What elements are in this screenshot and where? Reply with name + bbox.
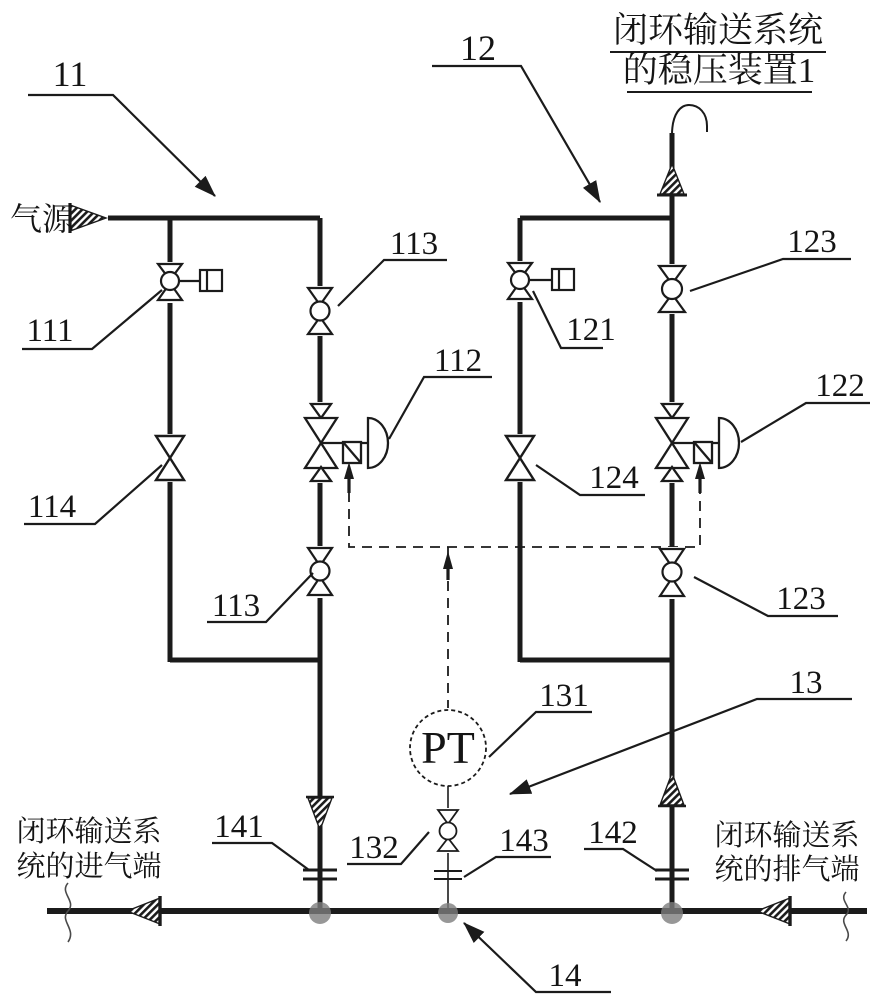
ref-11: 11	[52, 54, 88, 94]
signal-arrow-center-stem	[446, 569, 449, 580]
ref-112: 112	[433, 343, 483, 379]
diaphragm-actuator-icon	[719, 418, 739, 468]
gas-source-arrow-icon	[70, 203, 106, 233]
signal-line-horizontal	[349, 492, 700, 547]
ref-121: 121	[566, 312, 616, 348]
solenoid-box-icon	[552, 269, 574, 290]
ball-valve-123-lower	[660, 547, 684, 599]
ref-123-lower: 123	[776, 581, 826, 617]
valve-body-lower	[305, 443, 337, 468]
valve-body-upper	[506, 436, 534, 458]
ref-122: 122	[815, 368, 865, 404]
leader-14	[464, 923, 611, 992]
intake-flow-arrow-icon	[127, 896, 160, 926]
figure-title	[610, 11, 826, 92]
ref-141: 141	[214, 809, 264, 845]
vent-flow-arrow-icon	[657, 164, 687, 195]
valve-ball	[511, 271, 529, 289]
manual-valve-114	[156, 434, 184, 482]
valve-body-lower	[156, 458, 184, 480]
valve-ball	[161, 272, 179, 290]
ref-13: 13	[789, 665, 823, 701]
intake-caption-line-2: 统的进气端	[16, 851, 162, 883]
exhaust-flow-arrow-icon	[757, 896, 790, 926]
leader-112	[389, 377, 492, 439]
junction-dot	[309, 902, 331, 924]
valve-body-upper	[305, 418, 337, 443]
leader-113-upper	[338, 260, 447, 306]
intake-caption-line-1: 闭环输送系	[16, 816, 162, 848]
valve-body-lower	[506, 458, 534, 480]
valve-ball	[311, 562, 330, 581]
exhaust-caption-line-2: 统的排气端	[714, 854, 860, 886]
valve-body-upper	[656, 418, 688, 443]
ref-111: 111	[26, 313, 74, 349]
leader-122	[741, 403, 870, 442]
valve-ball	[311, 302, 330, 321]
ball-valve-132	[438, 808, 458, 853]
signal-arrow-right-icon	[695, 462, 705, 479]
ref-113-upper: 113	[389, 226, 439, 262]
ref-131: 131	[539, 678, 589, 714]
pressure-transmitter-131	[410, 710, 486, 786]
signal-arrow-center-icon	[443, 551, 453, 569]
leader-12	[432, 66, 600, 202]
valve-ball	[440, 823, 457, 840]
ref-114: 114	[27, 489, 77, 525]
ref-124: 124	[589, 460, 639, 496]
pipe-network	[47, 133, 867, 911]
leader-123-upper	[690, 259, 851, 291]
control-signal-lines	[349, 492, 700, 708]
exhaust-caption-line-1: 闭环输送系	[714, 820, 860, 852]
pt-label: PT	[421, 722, 475, 773]
title-line-2: 的稳压装置1	[622, 51, 816, 90]
leader-131	[489, 712, 592, 757]
ref-14: 14	[548, 958, 582, 994]
vent-hook	[672, 105, 707, 135]
valve-ball	[663, 563, 682, 582]
ref-142: 142	[588, 815, 638, 851]
leader-11	[28, 95, 215, 196]
valve-body-lower	[656, 443, 688, 468]
valve-body-upper	[156, 436, 184, 458]
signal-arrow-left-icon	[344, 462, 354, 479]
solenoid-valve-121	[508, 261, 574, 302]
valve-ball	[662, 279, 682, 299]
ball-valve-123-upper	[659, 264, 685, 314]
leader-142	[584, 849, 657, 871]
ball-valve-113-upper	[308, 286, 332, 336]
right-up-flow-arrow-icon	[658, 773, 686, 806]
diaphragm-actuator-icon	[368, 418, 388, 468]
union-fittings	[303, 870, 689, 879]
title-line-1: 闭环输送系统	[612, 11, 824, 50]
pipe-break-right	[844, 892, 849, 941]
signal-arrow-left-stem	[347, 479, 350, 493]
ref-113-lower: 113	[211, 588, 261, 624]
leader-143	[464, 857, 551, 877]
ball-valve-113-lower	[308, 546, 332, 598]
junction-dot	[661, 902, 683, 924]
ref-143: 143	[499, 823, 549, 859]
ref-123-upper: 123	[787, 224, 837, 260]
solenoid-valve-111	[158, 262, 222, 303]
ref-12: 12	[460, 28, 496, 68]
left-down-flow-arrow-icon	[306, 797, 334, 830]
gas-source-label: 气源	[9, 201, 75, 237]
manual-valve-124	[506, 434, 534, 482]
leader-141	[212, 843, 309, 870]
ref-132: 132	[349, 830, 399, 866]
junction-dot	[438, 903, 458, 923]
signal-arrow-right-stem	[698, 479, 701, 493]
solenoid-box-icon	[200, 270, 222, 291]
